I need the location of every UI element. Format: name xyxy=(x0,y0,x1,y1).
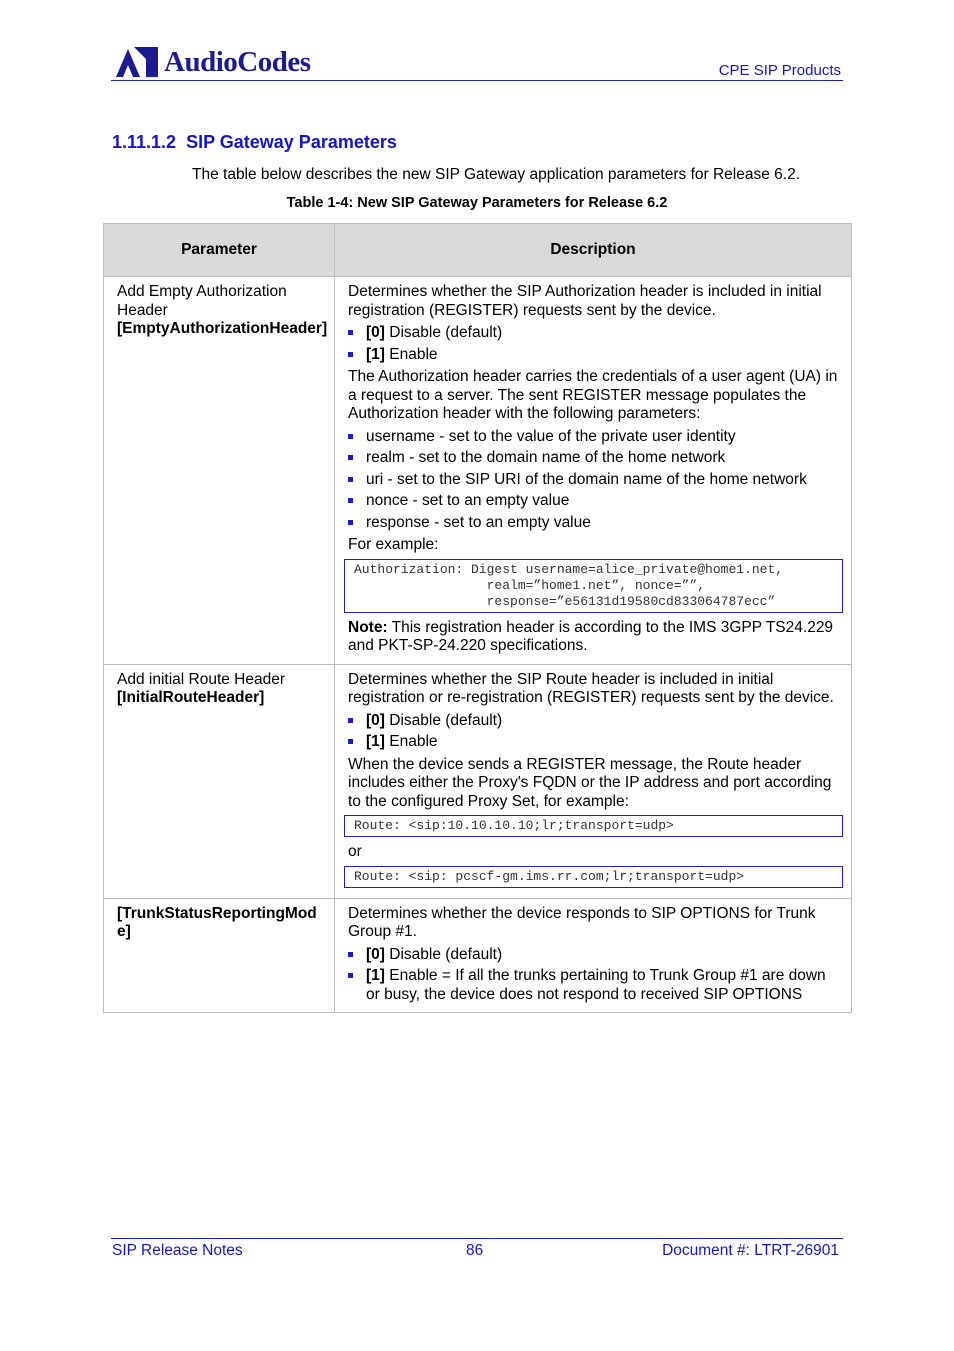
list-item xyxy=(348,324,843,343)
footer-doc-title: SIP Release Notes xyxy=(112,1242,243,1259)
header-params-list xyxy=(348,428,843,533)
option-code: [0] xyxy=(366,324,385,341)
description-paragraph: When the device sends a REGISTER message, the Route header includes either the Proxy's FQDN or the IP address and port according to the configured Proxy Set, for example: xyxy=(348,755,832,810)
parameter-cell xyxy=(104,664,335,898)
note-text: This registration header is according to the IMS 3GPP TS24.229 and PKT-SP-24.220 specifications. xyxy=(348,618,834,654)
option-code: [1] xyxy=(366,345,385,363)
description-intro: Determines whether the device responds to SIP OPTIONS for Trunk Group #1. xyxy=(348,904,816,940)
description-cell xyxy=(335,664,852,898)
list-item: username - set to the value of the private user identity xyxy=(348,428,843,447)
parameter-cell xyxy=(104,277,335,665)
footer-doc-number: Document #: LTRT-26901 xyxy=(662,1242,839,1259)
note-label: Note: xyxy=(348,618,388,636)
option-list xyxy=(348,324,843,364)
description-cell xyxy=(335,277,852,665)
option-text: Enable = If all the trunks pertaining to Trunk Group #1 are down or busy, the device does not respond to received SIP OPTIONS xyxy=(366,967,826,1003)
option-text: Disable (default) xyxy=(389,324,503,341)
option-code: [0] xyxy=(366,711,385,729)
example-label: For example: xyxy=(348,536,439,553)
section-number: 1.11.1.2 xyxy=(112,132,177,152)
table-row xyxy=(104,664,852,898)
code-example: Route: <sip:10.10.10.10;lr;transport=udp> xyxy=(344,815,843,837)
option-text: Enable xyxy=(389,345,438,363)
list-item: uri - set to the SIP URI of the domain name of the home network xyxy=(348,471,843,490)
parameter-key: [TrunkStatusReportingMode] xyxy=(117,904,317,940)
page-number: 86 xyxy=(466,1242,484,1259)
description-cell xyxy=(335,898,852,1013)
company-logo xyxy=(114,44,311,80)
column-header-description: Description xyxy=(335,224,852,277)
header-product: CPE SIP Products xyxy=(718,62,841,79)
list-item xyxy=(348,712,843,731)
note xyxy=(348,619,843,656)
parameter-name: Add initial Route Header xyxy=(117,670,286,688)
table-header-row xyxy=(104,224,852,277)
option-text: Disable (default) xyxy=(389,711,503,729)
parameter-cell xyxy=(104,898,335,1013)
option-text: Enable xyxy=(389,733,438,750)
header-rule xyxy=(111,80,843,81)
parameter-name: Add Empty Authorization Header xyxy=(117,283,287,319)
footer-rule xyxy=(111,1238,843,1239)
table-row xyxy=(104,277,852,665)
code-example: Authorization: Digest username=alice_private@home1.net, realm=”home1.net”, nonce=””, response=”e56131d19580cd833064787ecc” xyxy=(344,559,843,613)
description-intro: Determines whether the SIP Route header is included in initial registration or re-registration (REGISTER) requests sent by the device. xyxy=(348,670,834,706)
code-example: Route: <sip: pcscf-gm.ims.rr.com;lr;transport=udp> xyxy=(344,866,843,888)
list-item: realm - set to the domain name of the home network xyxy=(348,449,843,468)
option-list xyxy=(348,712,843,752)
parameter-key: [EmptyAuthorizationHeader] xyxy=(117,320,328,337)
list-item xyxy=(348,733,843,752)
description-paragraph: The Authorization header carries the credentials of a user agent (UA) in a request to a server. The sent REGISTER message populates the Authorization header with the following parameters: xyxy=(348,368,838,422)
list-item xyxy=(348,346,843,365)
table-caption: Table 1-4: New SIP Gateway Parameters for Release 6.2 xyxy=(286,195,668,211)
option-code: [1] xyxy=(366,733,385,750)
section-heading xyxy=(112,132,397,153)
list-item: nonce - set to an empty value xyxy=(348,492,843,511)
option-code: [0] xyxy=(366,945,385,963)
description-intro: Determines whether the SIP Authorization header is included in initial registration (REGISTER) requests sent by the device. xyxy=(348,283,822,319)
list-item: response - set to an empty value xyxy=(348,514,843,533)
option-text: Disable (default) xyxy=(389,945,503,963)
logo-text: AudioCodes xyxy=(164,45,311,78)
table-row xyxy=(104,898,852,1013)
list-item xyxy=(348,946,843,965)
list-item xyxy=(348,967,843,1004)
section-intro: The table below describes the new SIP Gateway application parameters for Release 6.2. xyxy=(192,166,800,183)
parameters-table xyxy=(103,223,852,1013)
or-text: or xyxy=(348,843,362,860)
option-list xyxy=(348,946,843,1005)
audiocodes-logo-icon xyxy=(114,45,160,79)
column-header-parameter: Parameter xyxy=(104,224,335,277)
section-title: SIP Gateway Parameters xyxy=(186,132,397,152)
parameter-key: [InitialRouteHeader] xyxy=(117,689,265,706)
option-code: [1] xyxy=(366,967,385,984)
